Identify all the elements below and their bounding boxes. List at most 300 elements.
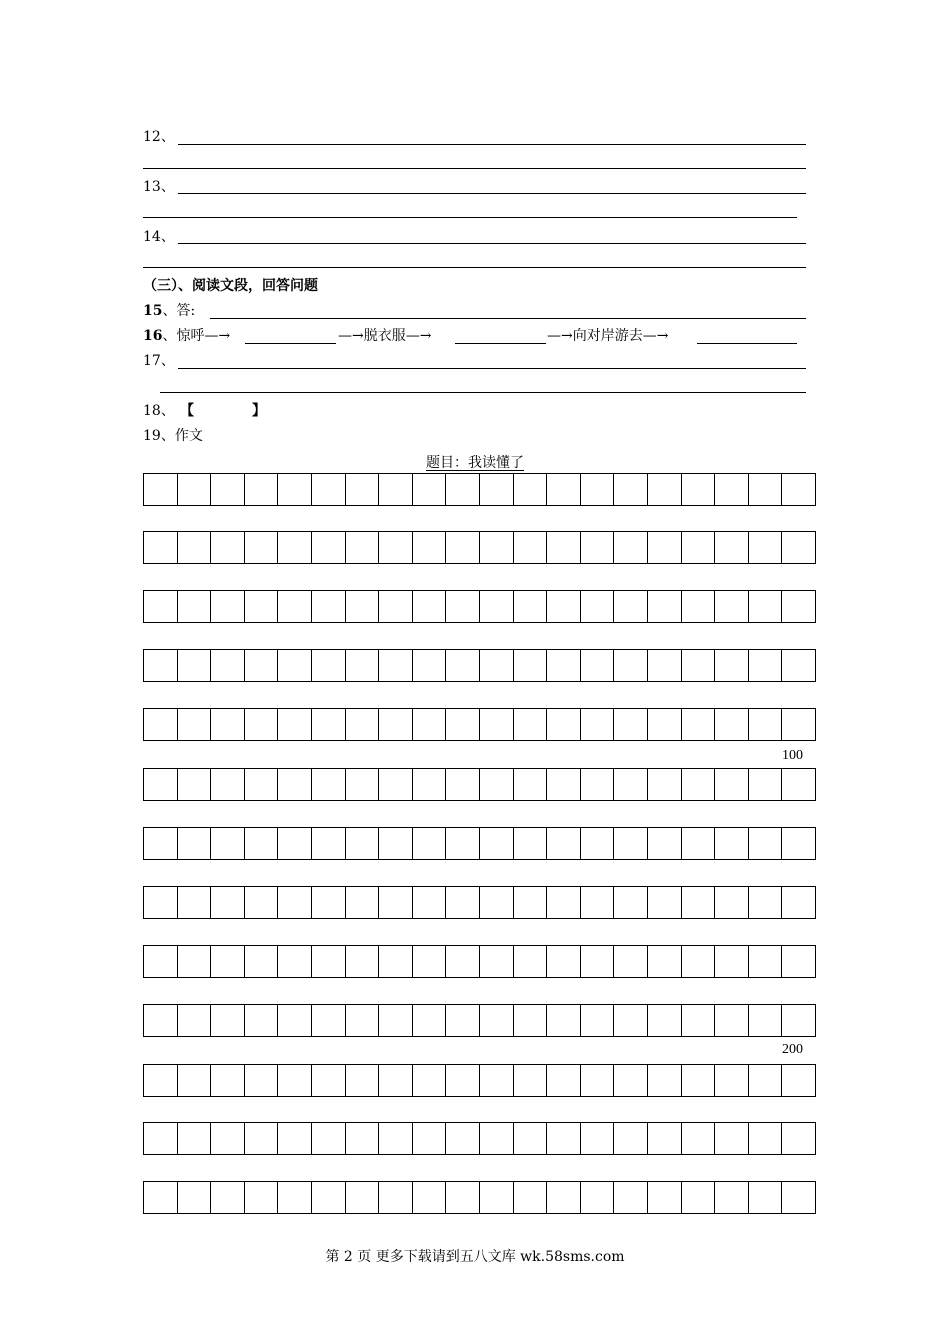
essay-grid-cell[interactable] — [547, 531, 581, 564]
essay-grid-cell[interactable] — [782, 768, 816, 801]
essay-grid-cell[interactable] — [211, 945, 245, 978]
essay-grid-cell[interactable] — [715, 649, 749, 682]
essay-grid-cell[interactable] — [648, 1064, 682, 1097]
essay-grid-cell[interactable] — [446, 886, 480, 919]
essay-grid-cell[interactable] — [547, 768, 581, 801]
essay-grid-cell[interactable] — [446, 590, 480, 623]
essay-grid-cell[interactable] — [480, 886, 514, 919]
essay-grid-cell[interactable] — [648, 945, 682, 978]
essay-grid-cell[interactable] — [278, 473, 312, 506]
essay-grid-cell[interactable] — [312, 1004, 346, 1037]
essay-grid-cell[interactable] — [480, 1122, 514, 1155]
essay-grid-cell[interactable] — [446, 1064, 480, 1097]
essay-grid-cell[interactable] — [144, 1181, 178, 1214]
essay-grid-cell[interactable] — [379, 708, 413, 741]
q18-bracket-close: 】 — [252, 403, 266, 419]
q17-answer-line-2[interactable] — [160, 392, 806, 393]
essay-grid-cell[interactable] — [446, 708, 480, 741]
essay-grid-row — [143, 886, 815, 919]
essay-grid-cell[interactable] — [346, 708, 380, 741]
essay-grid-cell[interactable] — [648, 1122, 682, 1155]
essay-grid-cell[interactable] — [782, 1004, 816, 1037]
essay-grid-cell[interactable] — [715, 768, 749, 801]
q15-text: 、答: — [162, 303, 196, 319]
essay-grid-cell[interactable] — [211, 649, 245, 682]
essay-grid-cell[interactable] — [648, 886, 682, 919]
essay-grid-cell[interactable] — [547, 827, 581, 860]
essay-grid-cell[interactable] — [346, 886, 380, 919]
essay-grid-cell[interactable] — [614, 708, 648, 741]
essay-grid-cell[interactable] — [278, 1122, 312, 1155]
essay-grid-cell[interactable] — [648, 768, 682, 801]
essay-grid-cell[interactable] — [346, 1122, 380, 1155]
q19-label: 19、作文 — [143, 428, 203, 444]
essay-grid-cell[interactable] — [144, 531, 178, 564]
essay-grid-cell[interactable] — [346, 827, 380, 860]
essay-grid-cell[interactable] — [614, 945, 648, 978]
essay-grid-cell[interactable] — [648, 590, 682, 623]
essay-grid-cell[interactable] — [379, 886, 413, 919]
essay-grid-cell[interactable] — [312, 1122, 346, 1155]
essay-grid-cell[interactable] — [178, 1122, 212, 1155]
essay-grid-cell[interactable] — [446, 1122, 480, 1155]
essay-grid-cell[interactable] — [581, 1004, 615, 1037]
q12-answer-line-2[interactable] — [143, 168, 806, 169]
essay-grid-cell[interactable] — [749, 886, 783, 919]
essay-grid-cell[interactable] — [514, 1064, 548, 1097]
essay-grid-cell[interactable] — [782, 1122, 816, 1155]
essay-grid-cell[interactable] — [480, 945, 514, 978]
essay-grid-cell[interactable] — [278, 886, 312, 919]
q16-blank-2[interactable] — [455, 343, 546, 344]
essay-grid-row — [143, 473, 815, 506]
essay-grid-cell[interactable] — [346, 1181, 380, 1214]
essay-grid-cell[interactable] — [211, 473, 245, 506]
essay-grid-cell[interactable] — [749, 531, 783, 564]
essay-grid-row — [143, 1064, 815, 1097]
essay-grid-cell[interactable] — [346, 768, 380, 801]
essay-grid-cell[interactable] — [379, 473, 413, 506]
essay-grid-cell[interactable] — [682, 531, 716, 564]
essay-grid-cell[interactable] — [446, 945, 480, 978]
essay-grid-cell[interactable] — [211, 1181, 245, 1214]
essay-grid-cell[interactable] — [312, 945, 346, 978]
essay-grid-cell[interactable] — [749, 768, 783, 801]
word-count-200: 200 — [782, 1042, 803, 1057]
essay-grid-cell[interactable] — [178, 708, 212, 741]
essay-grid-cell[interactable] — [178, 1064, 212, 1097]
essay-grid-cell[interactable] — [581, 1064, 615, 1097]
essay-grid-cell[interactable] — [278, 945, 312, 978]
essay-grid-cell[interactable] — [413, 649, 447, 682]
essay-grid-cell[interactable] — [379, 827, 413, 860]
essay-grid-cell[interactable] — [413, 590, 447, 623]
essay-grid-row — [143, 945, 815, 978]
essay-grid-cell[interactable] — [581, 708, 615, 741]
q15-number: 15 — [143, 303, 163, 319]
essay-grid-cell[interactable] — [514, 1181, 548, 1214]
essay-grid-cell[interactable] — [245, 1064, 279, 1097]
essay-grid-cell[interactable] — [614, 768, 648, 801]
essay-grid-cell[interactable] — [211, 1004, 245, 1037]
q15-label — [143, 302, 195, 320]
essay-grid-cell[interactable] — [413, 768, 447, 801]
essay-grid-cell[interactable] — [614, 1122, 648, 1155]
essay-grid-cell[interactable] — [614, 590, 648, 623]
essay-grid-cell[interactable] — [379, 649, 413, 682]
essay-grid-cell[interactable] — [413, 1064, 447, 1097]
essay-grid-cell[interactable] — [614, 1004, 648, 1037]
essay-grid-cell[interactable] — [379, 768, 413, 801]
q14-label: 14、 — [143, 229, 175, 245]
essay-grid-cell[interactable] — [245, 708, 279, 741]
essay-grid-cell[interactable] — [346, 590, 380, 623]
page-footer: 第 2 页 更多下载请到五八文库 wk.58sms.com — [325, 1249, 625, 1265]
essay-grid-cell[interactable] — [446, 1004, 480, 1037]
q18-answer-slot[interactable] — [198, 402, 252, 420]
q16-part-b: —→脱衣服—→ — [338, 328, 432, 344]
essay-grid-cell[interactable] — [581, 768, 615, 801]
essay-grid-cell[interactable] — [782, 649, 816, 682]
essay-grid-cell[interactable] — [514, 1122, 548, 1155]
essay-grid-cell[interactable] — [581, 827, 615, 860]
essay-grid-cell[interactable] — [346, 531, 380, 564]
essay-grid-cell[interactable] — [782, 473, 816, 506]
essay-grid-cell[interactable] — [715, 886, 749, 919]
essay-grid-cell[interactable] — [211, 827, 245, 860]
essay-grid-cell[interactable] — [581, 945, 615, 978]
q16-label — [143, 327, 230, 345]
essay-grid-cell[interactable] — [413, 531, 447, 564]
q17-answer-line-1[interactable] — [178, 368, 806, 369]
essay-grid-row — [143, 1004, 815, 1037]
essay-grid-cell[interactable] — [782, 708, 816, 741]
essay-grid-cell[interactable] — [614, 886, 648, 919]
essay-grid-cell[interactable] — [446, 768, 480, 801]
q14-answer-line-2[interactable] — [143, 267, 806, 268]
essay-grid-cell[interactable] — [178, 886, 212, 919]
essay-grid-cell[interactable] — [178, 1181, 212, 1214]
essay-grid-cell[interactable] — [211, 886, 245, 919]
essay-grid-cell[interactable] — [547, 886, 581, 919]
essay-grid-cell[interactable] — [346, 945, 380, 978]
q16-part-a: 、惊呼—→ — [162, 328, 231, 344]
essay-grid-cell[interactable] — [682, 768, 716, 801]
essay-grid-cell[interactable] — [211, 708, 245, 741]
essay-grid-cell[interactable] — [312, 708, 346, 741]
essay-grid-cell[interactable] — [480, 473, 514, 506]
essay-grid-cell[interactable] — [749, 1004, 783, 1037]
essay-grid-cell[interactable] — [346, 1004, 380, 1037]
essay-grid-cell[interactable] — [379, 1004, 413, 1037]
essay-grid-cell[interactable] — [245, 473, 279, 506]
essay-grid-cell[interactable] — [278, 1064, 312, 1097]
essay-grid-cell[interactable] — [715, 1122, 749, 1155]
essay-grid-cell[interactable] — [178, 649, 212, 682]
essay-grid-cell[interactable] — [514, 473, 548, 506]
essay-grid-cell[interactable] — [682, 1004, 716, 1037]
essay-grid-cell[interactable] — [413, 1181, 447, 1214]
essay-grid-row — [143, 708, 815, 741]
essay-grid-cell[interactable] — [211, 531, 245, 564]
essay-grid-cell[interactable] — [782, 945, 816, 978]
essay-grid-cell[interactable] — [682, 827, 716, 860]
essay-grid-cell[interactable] — [682, 1181, 716, 1214]
essay-grid-cell[interactable] — [346, 649, 380, 682]
essay-grid-cell[interactable] — [178, 768, 212, 801]
essay-grid-cell[interactable] — [480, 590, 514, 623]
essay-grid-cell[interactable] — [245, 1004, 279, 1037]
essay-grid-cell[interactable] — [682, 945, 716, 978]
q14-answer-line-1[interactable] — [178, 243, 806, 244]
essay-grid-cell[interactable] — [178, 1004, 212, 1037]
essay-grid-cell[interactable] — [312, 886, 346, 919]
essay-grid-cell[interactable] — [144, 1122, 178, 1155]
essay-grid-cell[interactable] — [312, 1064, 346, 1097]
essay-grid-cell[interactable] — [749, 590, 783, 623]
essay-grid-cell[interactable] — [346, 473, 380, 506]
essay-grid-cell[interactable] — [514, 590, 548, 623]
essay-grid-cell[interactable] — [547, 1122, 581, 1155]
essay-grid-row — [143, 531, 815, 564]
essay-grid-cell[interactable] — [278, 590, 312, 623]
essay-grid-cell[interactable] — [581, 473, 615, 506]
essay-grid-cell[interactable] — [715, 1181, 749, 1214]
essay-grid-cell[interactable] — [614, 649, 648, 682]
essay-grid-cell[interactable] — [480, 768, 514, 801]
essay-grid-cell[interactable] — [715, 827, 749, 860]
essay-grid-cell[interactable] — [614, 827, 648, 860]
essay-grid-cell[interactable] — [547, 473, 581, 506]
essay-grid-cell[interactable] — [682, 473, 716, 506]
essay-grid-cell[interactable] — [446, 473, 480, 506]
q13-answer-line-2[interactable] — [143, 217, 797, 218]
essay-grid-cell[interactable] — [480, 1064, 514, 1097]
essay-grid-cell[interactable] — [446, 531, 480, 564]
essay-grid-cell[interactable] — [715, 590, 749, 623]
essay-grid-cell[interactable] — [682, 590, 716, 623]
essay-grid-cell[interactable] — [379, 590, 413, 623]
essay-grid-cell[interactable] — [749, 1064, 783, 1097]
essay-grid-cell[interactable] — [715, 945, 749, 978]
essay-grid-cell[interactable] — [178, 473, 212, 506]
essay-grid-cell[interactable] — [480, 827, 514, 860]
essay-grid-cell[interactable] — [278, 827, 312, 860]
essay-grid-cell[interactable] — [715, 708, 749, 741]
essay-grid-cell[interactable] — [245, 649, 279, 682]
essay-grid-cell[interactable] — [581, 886, 615, 919]
essay-grid-cell[interactable] — [144, 708, 178, 741]
essay-grid-cell[interactable] — [581, 649, 615, 682]
essay-grid-cell[interactable] — [749, 1181, 783, 1214]
essay-grid-cell[interactable] — [346, 1064, 380, 1097]
essay-grid-cell[interactable] — [480, 649, 514, 682]
essay-grid-cell[interactable] — [514, 531, 548, 564]
essay-grid-cell[interactable] — [178, 590, 212, 623]
essay-grid-cell[interactable] — [749, 473, 783, 506]
essay-grid-cell[interactable] — [782, 1064, 816, 1097]
essay-grid-cell[interactable] — [547, 649, 581, 682]
essay-grid-cell[interactable] — [682, 649, 716, 682]
essay-grid-cell[interactable] — [413, 827, 447, 860]
essay-grid-cell[interactable] — [782, 531, 816, 564]
essay-grid-cell[interactable] — [312, 531, 346, 564]
essay-grid-row — [143, 590, 815, 623]
essay-grid-cell[interactable] — [480, 531, 514, 564]
essay-grid-cell[interactable] — [514, 708, 548, 741]
essay-grid-row — [143, 649, 815, 682]
essay-grid-cell[interactable] — [178, 827, 212, 860]
word-count-100: 100 — [782, 748, 803, 763]
essay-grid-cell[interactable] — [749, 945, 783, 978]
essay-grid-cell[interactable] — [379, 1122, 413, 1155]
essay-grid-cell[interactable] — [245, 531, 279, 564]
essay-grid-cell[interactable] — [480, 1004, 514, 1037]
essay-grid-cell[interactable] — [245, 1122, 279, 1155]
essay-grid-cell[interactable] — [547, 590, 581, 623]
essay-grid-cell[interactable] — [413, 945, 447, 978]
essay-grid-cell[interactable] — [682, 1064, 716, 1097]
essay-grid-cell[interactable] — [312, 649, 346, 682]
essay-grid-cell[interactable] — [715, 1064, 749, 1097]
essay-grid-cell[interactable] — [144, 945, 178, 978]
essay-grid-cell[interactable] — [614, 531, 648, 564]
essay-grid-row — [143, 1122, 815, 1155]
essay-grid-cell[interactable] — [514, 945, 548, 978]
essay-grid-cell[interactable] — [480, 1181, 514, 1214]
essay-grid-cell[interactable] — [144, 827, 178, 860]
essay-grid-cell[interactable] — [480, 708, 514, 741]
q16-part-c: —→向对岸游去—→ — [547, 328, 669, 344]
essay-grid-cell[interactable] — [749, 1122, 783, 1155]
essay-grid-cell[interactable] — [614, 1064, 648, 1097]
essay-grid-cell[interactable] — [245, 1181, 279, 1214]
essay-grid-cell[interactable] — [514, 649, 548, 682]
essay-grid-cell[interactable] — [245, 886, 279, 919]
essay-grid-cell[interactable] — [715, 1004, 749, 1037]
essay-grid-cell[interactable] — [446, 827, 480, 860]
essay-grid-cell[interactable] — [581, 590, 615, 623]
q15-answer-line[interactable] — [210, 318, 806, 319]
essay-grid-cell[interactable] — [144, 590, 178, 623]
essay-grid-cell[interactable] — [144, 1064, 178, 1097]
essay-grid-cell[interactable] — [312, 1181, 346, 1214]
essay-grid-cell[interactable] — [682, 708, 716, 741]
essay-grid-cell[interactable] — [278, 649, 312, 682]
essay-grid-cell[interactable] — [278, 708, 312, 741]
essay-grid-cell[interactable] — [782, 827, 816, 860]
essay-grid-cell[interactable] — [144, 1004, 178, 1037]
essay-grid-cell[interactable] — [211, 768, 245, 801]
essay-grid-cell[interactable] — [514, 886, 548, 919]
essay-grid-cell[interactable] — [749, 708, 783, 741]
essay-grid-cell[interactable] — [614, 473, 648, 506]
q17-label: 17、 — [143, 353, 175, 369]
essay-grid-cell[interactable] — [514, 827, 548, 860]
essay-grid-cell[interactable] — [648, 827, 682, 860]
essay-grid-cell[interactable] — [413, 473, 447, 506]
essay-grid-cell[interactable] — [547, 1064, 581, 1097]
essay-grid-cell[interactable] — [278, 1181, 312, 1214]
essay-grid-cell[interactable] — [379, 531, 413, 564]
essay-grid-cell[interactable] — [312, 473, 346, 506]
essay-grid-cell[interactable] — [379, 1064, 413, 1097]
essay-grid-cell[interactable] — [278, 1004, 312, 1037]
essay-grid-cell[interactable] — [749, 827, 783, 860]
essay-grid-cell[interactable] — [178, 945, 212, 978]
essay-grid-cell[interactable] — [413, 886, 447, 919]
q12-answer-line-1[interactable] — [178, 144, 806, 145]
essay-grid-cell[interactable] — [648, 531, 682, 564]
essay-grid-cell[interactable] — [749, 649, 783, 682]
essay-grid-cell[interactable] — [446, 1181, 480, 1214]
essay-grid-row — [143, 1181, 815, 1214]
essay-grid-cell[interactable] — [178, 531, 212, 564]
essay-grid-cell[interactable] — [245, 945, 279, 978]
essay-grid-cell[interactable] — [379, 945, 413, 978]
essay-grid-cell[interactable] — [245, 768, 279, 801]
essay-grid-cell[interactable] — [245, 590, 279, 623]
essay-grid-cell[interactable] — [682, 886, 716, 919]
essay-grid-cell[interactable] — [413, 1004, 447, 1037]
essay-grid-cell[interactable] — [144, 473, 178, 506]
essay-grid-cell[interactable] — [614, 1181, 648, 1214]
essay-grid-cell[interactable] — [648, 649, 682, 682]
essay-grid-cell[interactable] — [648, 1004, 682, 1037]
essay-grid-cell[interactable] — [581, 1122, 615, 1155]
essay-grid-cell[interactable] — [278, 531, 312, 564]
essay-grid-cell[interactable] — [547, 945, 581, 978]
essay-grid-cell[interactable] — [648, 1181, 682, 1214]
essay-grid-cell[interactable] — [547, 708, 581, 741]
essay-grid-cell[interactable] — [547, 1004, 581, 1037]
essay-grid-cell[interactable] — [547, 1181, 581, 1214]
essay-grid-cell[interactable] — [581, 531, 615, 564]
essay-grid-cell[interactable] — [312, 827, 346, 860]
essay-grid-cell[interactable] — [144, 886, 178, 919]
essay-grid-cell[interactable] — [211, 590, 245, 623]
essay-grid-cell[interactable] — [144, 649, 178, 682]
essay-grid-cell[interactable] — [413, 708, 447, 741]
essay-grid-cell[interactable] — [514, 768, 548, 801]
essay-grid-cell[interactable] — [245, 827, 279, 860]
essay-grid-cell[interactable] — [312, 590, 346, 623]
essay-grid-cell[interactable] — [782, 1181, 816, 1214]
essay-grid-cell[interactable] — [413, 1122, 447, 1155]
essay-grid-cell[interactable] — [144, 768, 178, 801]
essay-grid-cell[interactable] — [278, 768, 312, 801]
q16-blank-3[interactable] — [697, 343, 797, 344]
essay-grid-row — [143, 768, 815, 801]
essay-grid-cell[interactable] — [648, 708, 682, 741]
essay-grid-cell[interactable] — [715, 531, 749, 564]
essay-grid-cell[interactable] — [682, 1122, 716, 1155]
essay-grid-cell[interactable] — [648, 473, 682, 506]
essay-grid-cell[interactable] — [211, 1122, 245, 1155]
q18-label: 18、 — [143, 403, 175, 419]
essay-grid-cell[interactable] — [379, 1181, 413, 1214]
essay-grid-cell[interactable] — [581, 1181, 615, 1214]
q13-answer-line-1[interactable] — [178, 193, 806, 194]
essay-grid-cell[interactable] — [312, 768, 346, 801]
essay-grid-cell[interactable] — [782, 590, 816, 623]
essay-grid-cell[interactable] — [514, 1004, 548, 1037]
essay-grid-cell[interactable] — [211, 1064, 245, 1097]
essay-grid-cell[interactable] — [446, 649, 480, 682]
essay-grid-cell[interactable] — [715, 473, 749, 506]
q16-blank-1[interactable] — [245, 343, 336, 344]
essay-grid-cell[interactable] — [782, 886, 816, 919]
